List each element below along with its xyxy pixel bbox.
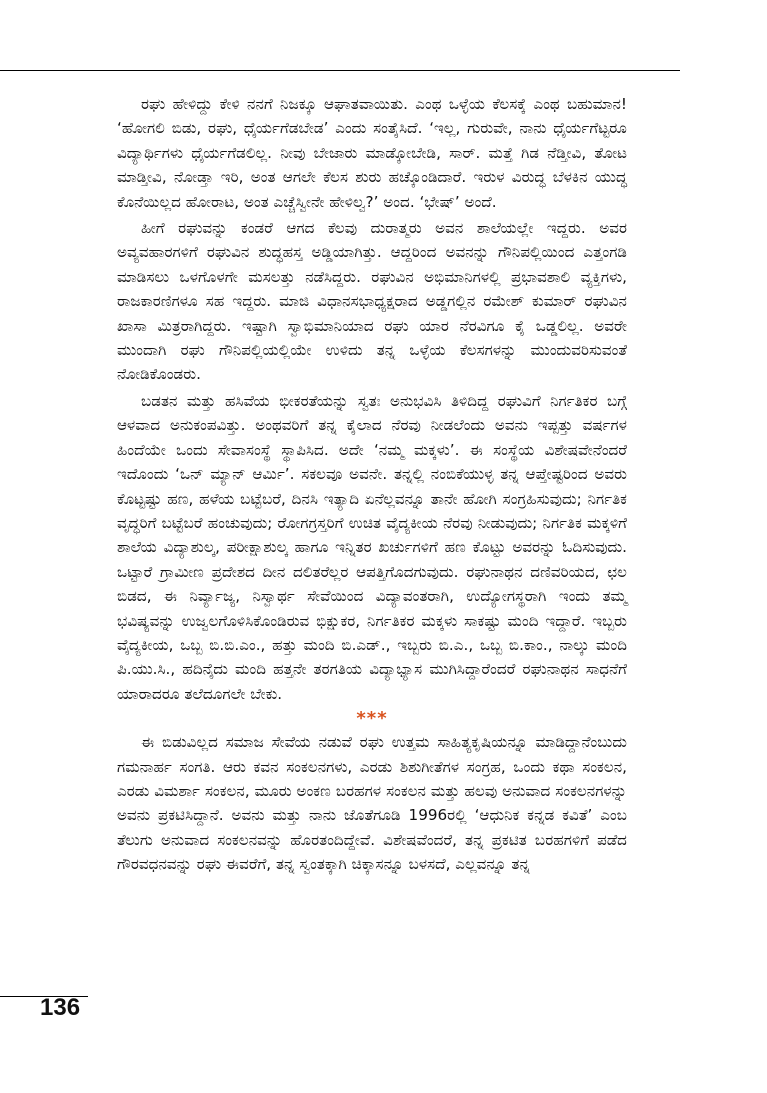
header-rule	[0, 70, 680, 71]
paragraph-2: ಹೀಗೆ ರಘುವನ್ನು ಕಂಡರೆ ಆಗದ ಕೆಲವು ದುರಾತ್ಮರು ಅವನ ಶಾಲೆಯಲ್ಲೇ ಇದ್ದರು. ಅವರ ಅವ್ಯವಹಾರಗಳಿಗೆ ರಘುವಿನ ಶುದ್ಧಹಸ್ತ ಅಡ್ಡಿಯಾಗಿತ್ತು. ಆದ್ದರಿಂದ ಅವನನ್ನು ಗೌನಿಪಲ್ಲಿಯಿಂದ ಎತ್ತಂಗಡಿ ಮಾಡಿಸಲು ಒಳಗೊಳಗೇ ಮಸಲತ್ತು ನಡೆಸಿದ್ದರು. ರಘುವಿನ ಅಭಿಮಾನಿಗಳಲ್ಲಿ ಪ್ರಭಾವಶಾಲಿ ವ್ಯಕ್ತಿಗಳು, ರಾಜಕಾರಣಿಗಳೂ ಸಹ ಇದ್ದರು. ಮಾಜಿ ವಿಧಾನಸಭಾಧ್ಯಕ್ಷರಾದ ಅಡ್ಡಗಲ್ಲಿನ ರಮೇಶ್ ಕುಮಾರ್ ರಘುವಿನ ಖಾಸಾ ಮಿತ್ರರಾಗಿದ್ದರು. ಇಷ್ಟಾಗಿ ಸ್ವಾಭಿಮಾನಿಯಾದ ರಘು ಯಾರ ನೆರವಿಗೂ ಕೈ ಒಡ್ಡಲಿಲ್ಲ. ಅವರೇ ಮುಂದಾಗಿ ರಘು ಗೌನಿಪಲ್ಲಿಯಲ್ಲಿಯೇ ಉಳಿದು ತನ್ನ ಒಳ್ಳೆಯ ಕೆಲಸಗಳನ್ನು ಮುಂದುವರಿಸುವಂತೆ ನೋಡಿಕೊಂಡರು.	[117, 219, 627, 384]
section-separator: ***	[356, 708, 388, 730]
paragraph-1: ರಘು ಹೇಳಿದ್ದು ಕೇಳಿ ನನಗೆ ನಿಜಕ್ಕೂ ಆಘಾತವಾಯಿತು. ಎಂಥ ಒಳ್ಳೆಯ ಕೆಲಸಕ್ಕೆ ಎಂಥ ಬಹುಮಾನ! ‘ಹೋಗಲಿ ಬಿಡು, ರಘು, ಧೈರ್ಯಗೆಡಬೇಡ’ ಎಂದು ಸಂತೈಸಿದೆ. ‘ಇಲ್ಲ, ಗುರುವೇ, ನಾನು ಧೈರ್ಯಗೆಟ್ಟರೂ ವಿದ್ಯಾರ್ಥಿಗಳು ಧೈರ್ಯಗೆಡಲಿಲ್ಲ. ನೀವು ಬೇಜಾರು ಮಾಡ್ಕೋಬೇಡಿ, ಸಾರ್. ಮತ್ತೆ ಗಿಡ ನೆಡ್ತೀವಿ, ತೋಟ ಮಾಡ್ತೀವಿ, ನೋಡ್ತಾ ಇರಿ, ಅಂತ ಆಗಲೇ ಕೆಲಸ ಶುರು ಹಚ್ಕೊಂಡಿದಾರೆ. ಇರುಳ ವಿರುದ್ಧ ಬೆಳಕಿನ ಯುದ್ಧ ಕೊನೆಯಿಲ್ಲದ ಹೋರಾಟ, ಅಂತ ಎಚ್ಚೆಸ್ವೀನೇ ಹೇಳಿಲ್ವ?’ ಅಂದ. ‘ಭೇಷ್’ ಅಂದೆ.	[117, 95, 627, 211]
page-body	[117, 92, 627, 879]
paragraph-4: ಈ ಬಿಡುವಿಲ್ಲದ ಸಮಾಜ ಸೇವೆಯ ನಡುವೆ ರಘು ಉತ್ತಮ ಸಾಹಿತ್ಯಕೃಷಿಯನ್ನೂ ಮಾಡಿದ್ದಾನೆಂಬುದು ಗಮನಾರ್ಹ ಸಂಗತಿ. ಆರು ಕವನ ಸಂಕಲನಗಳು, ಎರಡು ಶಿಶುಗೀತೆಗಳ ಸಂಗ್ರಹ, ಒಂದು ಕಥಾ ಸಂಕಲನ, ಎರಡು ವಿಮರ್ಶಾ ಸಂಕಲನ, ಮೂರು ಅಂಕಣ ಬರಹಗಳ ಸಂಕಲನ ಮತ್ತು ಹಲವು ಅನುವಾದ ಸಂಕಲನಗಳನ್ನು ಅವನು ಪ್ರಕಟಿಸಿದ್ದಾನೆ. ಅವನು ಮತ್ತು ನಾನು ಜೊತೆಗೂಡಿ 1996ರಲ್ಲಿ ‘ಆಧುನಿಕ ಕನ್ನಡ ಕವಿತೆ’ ಎಂಬ ತೆಲುಗು ಅನುವಾದ ಸಂಕಲನವನ್ನು ಹೊರತಂದಿದ್ದೇವೆ. ವಿಶೇಷವೆಂದರೆ, ತನ್ನ ಪ್ರಕಟಿತ ಬರಹಗಳಿಗೆ ಪಡೆದ ಗೌರವಧನವನ್ನು ರಘು ಈವರೆಗೆ, ತನ್ನ ಸ್ವಂತಕ್ಕಾಗಿ ಚಿಕ್ಕಾಸನ್ನೂ ಬಳಸದೆ, ಎಲ್ಲವನ್ನೂ ತನ್ನ	[117, 733, 627, 874]
page-number: 136	[40, 994, 81, 1021]
paragraph-3: ಬಡತನ ಮತ್ತು ಹಸಿವೆಯ ಭೀಕರತೆಯನ್ನು ಸ್ವತಃ ಅನುಭವಿಸಿ ತಿಳಿದಿದ್ದ ರಘುವಿಗೆ ನಿರ್ಗತಿಕರ ಬಗ್ಗೆ ಆಳವಾದ ಅನುಕಂಪವಿತ್ತು. ಅಂಥವರಿಗೆ ತನ್ನ ಕೈಲಾದ ನೆರವು ನೀಡಲೆಂದು ಅವನು ಇಪ್ಪತ್ತು ವರ್ಷಗಳ ಹಿಂದೆಯೇ ಒಂದು ಸೇವಾಸಂಸ್ಥೆ ಸ್ಥಾಪಿಸಿದ. ಅದೇ ‘ನಮ್ಮ ಮಕ್ಕಳು’. ಈ ಸಂಸ್ಥೆಯ ವಿಶೇಷವೇನೆಂದರೆ ಇದೊಂದು ‘ಒನ್ ಮ್ಯಾನ್ ಆರ್ಮಿ’. ಸಕಲವೂ ಅವನೇ. ತನ್ನಲ್ಲಿ ನಂಬಿಕೆಯುಳ್ಳ ತನ್ನ ಆಪ್ತೇಷ್ಟರಿಂದ ಅವರು ಕೊಟ್ಟಷ್ಟು ಹಣ, ಹಳೆಯ ಬಟ್ಟೆಬರೆ, ದಿನಸಿ ಇತ್ಯಾದಿ ಏನೆಲ್ಲವನ್ನೂ ತಾನೇ ಹೋಗಿ ಸಂಗ್ರಹಿಸುವುದು; ನಿರ್ಗತಿಕ ವೃದ್ಧರಿಗೆ ಬಟ್ಟೆಬರೆ ಹಂಚುವುದು; ರೋಗಗ್ರಸ್ತರಿಗೆ ಉಚಿತ ವೈದ್ಯಕೀಯ ನೆರವು ನೀಡುವುದು; ನಿರ್ಗತಿಕ ಮಕ್ಕಳಿಗೆ ಶಾಲೆಯ ವಿದ್ಯಾಶುಲ್ಕ, ಪರೀಕ್ಷಾಶುಲ್ಕ ಹಾಗೂ ಇನ್ನಿತರ ಖರ್ಚುಗಳಿಗೆ ಹಣ ಕೊಟ್ಟು ಅವರನ್ನು ಓದಿಸುವುದು. ಒಟ್ಟಾರೆ ಗ್ರಾಮೀಣ ಪ್ರದೇಶದ ದೀನ ದಲಿತರೆಲ್ಲರ ಆಪತ್ತಿಗೊದಗುವುದು. ರಘುನಾಥನ ದಣಿವರಿಯದ, ಛಲ ಬಿಡದ, ಈ ನಿರ್ವ್ಯಾಜ್ಯ, ನಿಸ್ವಾರ್ಥ ಸೇವೆಯಿಂದ ವಿದ್ಯಾವಂತರಾಗಿ, ಉದ್ಯೋಗಸ್ಥರಾಗಿ ಇಂದು ತಮ್ಮ ಭವಿಷ್ಯವನ್ನು ಉಜ್ವಲಗೊಳಿಸಿಕೊಂಡಿರುವ ಭಿಕ್ಷುಕರ, ನಿರ್ಗತಿಕರ ಮಕ್ಕಳು ಸಾಕಷ್ಟು ಮಂದಿ ಇದ್ದಾರೆ. ಇಬ್ಬರು ವೈದ್ಯಕೀಯ, ಒಬ್ಬ ಬಿ.ಬಿ.ಎಂ., ಹತ್ತು ಮಂದಿ ಬಿ.ಎಡ್., ಇಬ್ಬರು ಬಿ.ಎ., ಒಬ್ಬ ಬಿ.ಕಾಂ., ನಾಲ್ಕು ಮಂದಿ ಪಿ.ಯು.ಸಿ., ಹದಿನೈದು ಮಂದಿ ಹತ್ತನೇ ತರಗತಿಯ ವಿದ್ಯಾಭ್ಯಾಸ ಮುಗಿಸಿದ್ದಾರೆಂದರೆ ರಘುನಾಥನ ಸಾಧನೆಗೆ ಯಾರಾದರೂ ತಲೆದೂಗಲೇ ಬೇಕು.	[117, 391, 627, 703]
